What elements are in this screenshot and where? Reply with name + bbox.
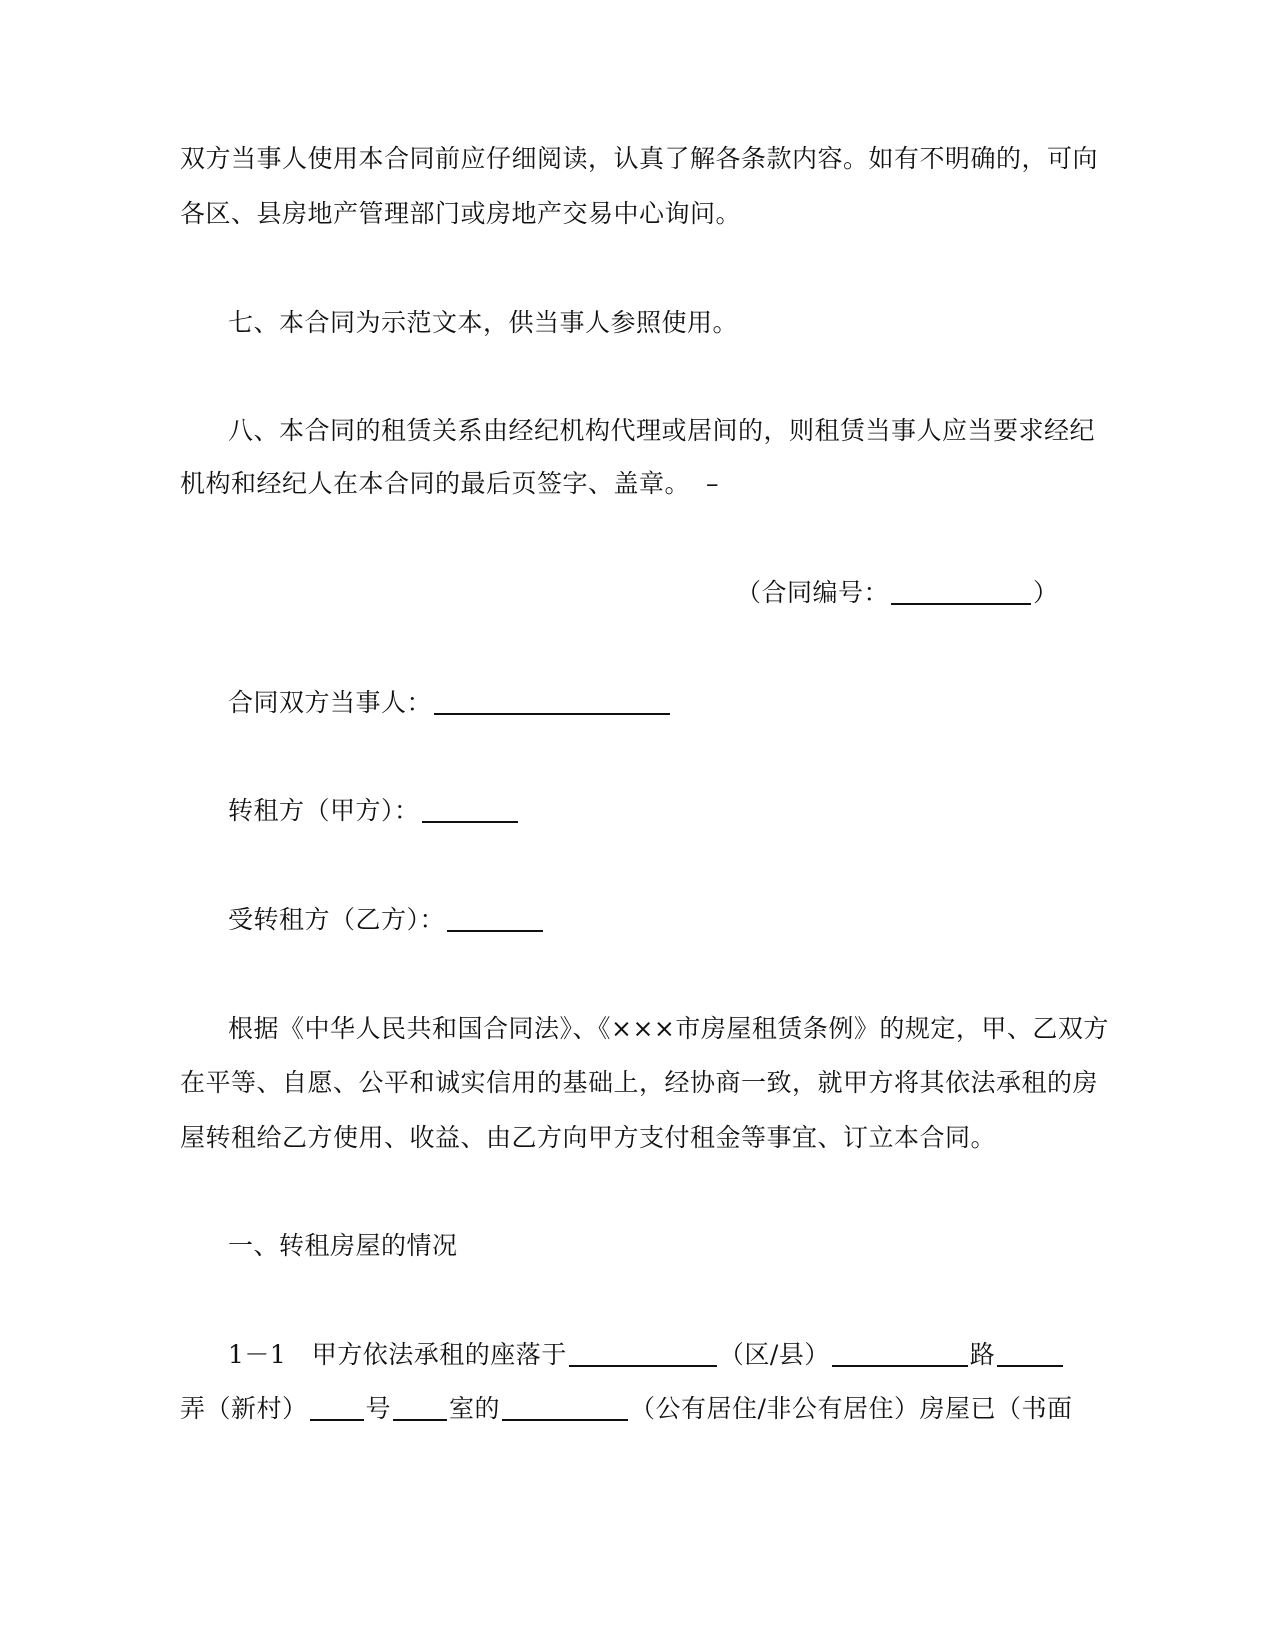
item-8-line: 八、本合同的租赁关系由经纪机构代理或居间的，则租赁当事人应当要求经纪 bbox=[228, 416, 1096, 445]
room-label: 室的 bbox=[449, 1394, 501, 1423]
section-heading: 一、转租房屋的情况 bbox=[228, 1231, 458, 1260]
party-a-blank[interactable] bbox=[422, 795, 518, 823]
parties-line bbox=[228, 686, 672, 720]
trailing-dash: – bbox=[706, 469, 720, 498]
road-blank[interactable] bbox=[997, 1339, 1063, 1367]
clause-tail: （公有居住/非公有居住）房屋已（书面 bbox=[630, 1394, 1073, 1423]
party-b-blank[interactable] bbox=[447, 904, 543, 932]
clause-1-1-line1 bbox=[228, 1338, 1065, 1372]
clause-1-1-prefix: 1－1 甲方依法承租的座落于 bbox=[228, 1340, 567, 1369]
item-8-line bbox=[180, 467, 719, 501]
item-8-text: 机构和经纪人在本合同的最后页签字、盖章。 bbox=[180, 469, 691, 498]
party-a-line bbox=[228, 794, 520, 828]
number-label: 号 bbox=[365, 1394, 392, 1423]
preamble-line: 屋转租给乙方使用、收益、由乙方向甲方支付租金等事宜、订立本合同。 bbox=[180, 1123, 997, 1152]
contract-number-close: ） bbox=[1033, 578, 1059, 607]
parties-label: 合同双方当事人： bbox=[228, 688, 433, 717]
lane-label: 弄（新村） bbox=[180, 1394, 308, 1423]
road-label: 路 bbox=[969, 1340, 996, 1369]
location-blank[interactable] bbox=[569, 1339, 717, 1367]
party-b-line bbox=[228, 903, 545, 937]
party-a-label: 转租方（甲方）： bbox=[228, 796, 420, 825]
paragraph-line: 双方当事人使用本合同前应仔细阅读，认真了解各条款内容。如有不明确的，可向 bbox=[180, 144, 1099, 173]
lane-blank[interactable] bbox=[310, 1393, 364, 1421]
contract-number-label: （合同编号： bbox=[736, 578, 890, 607]
preamble-line: 在平等、自愿、公平和诚实信用的基础上，经协商一致，就甲方将其依法承租的房 bbox=[180, 1068, 1099, 1097]
parties-blank[interactable] bbox=[434, 687, 670, 715]
district-blank[interactable] bbox=[832, 1339, 968, 1367]
party-b-label: 受转租方（乙方）： bbox=[228, 905, 446, 934]
item-7: 七、本合同为示范文本，供当事人参照使用。 bbox=[228, 308, 739, 337]
number-blank[interactable] bbox=[393, 1393, 447, 1421]
clause-1-1-line2 bbox=[180, 1392, 1072, 1426]
room-blank[interactable] bbox=[502, 1393, 628, 1421]
preamble-line: 根据《中华人民共和国合同法》、《×××市房屋租赁条例》的规定，甲、乙双方 bbox=[228, 1014, 1109, 1043]
contract-number-line bbox=[736, 576, 1059, 610]
paragraph-line: 各区、县房地产管理部门或房地产交易中心询问。 bbox=[180, 199, 742, 228]
contract-number-blank[interactable] bbox=[891, 577, 1031, 605]
district-label: （区/县） bbox=[718, 1340, 830, 1369]
